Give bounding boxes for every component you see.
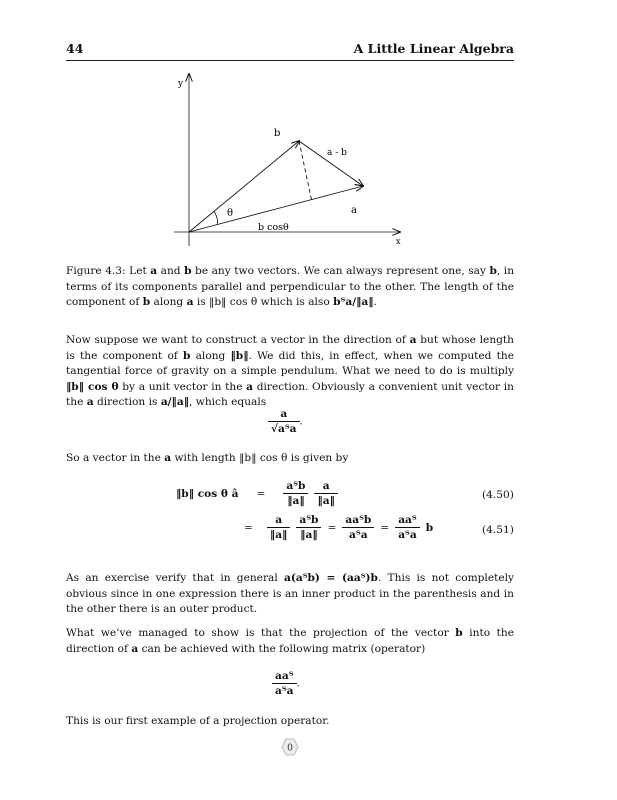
page-nav-button[interactable] xyxy=(281,738,299,756)
vector-b-label: b xyxy=(274,128,281,139)
paragraph-5: This is our first example of a projection operator. xyxy=(66,715,330,727)
page-nav-label: 0 xyxy=(287,743,293,754)
paragraph-4: What we’ve managed to show is that the projection of the vector b into the direction of a can be achieved with the following matrix (operator) xyxy=(66,627,514,655)
paragraph-2: So a vector in the a with length ‖b‖ cos θ is given by xyxy=(66,452,349,464)
running-title: A Little Linear Algebra xyxy=(353,41,514,56)
projection-label: b cosθ xyxy=(258,222,289,233)
equation-4-50: ‖b‖ cos θ â = $\frac{\text{aᵀb}}{‖a‖}$ $\frac{a}{‖a‖}$ xyxy=(176,480,338,507)
equation-4-51: = $\frac{a}{‖a‖}$ $\frac{\text{aᵀb}}{‖a‖}$ = $\frac{\text{aaᵀb}}{\text{aᵀa}}$ = $\frac{\text{aaᵀ}}{\text{aᵀa}}$ b xyxy=(244,514,434,541)
equation-number-4-50: (4.50) xyxy=(482,489,514,501)
figure-caption: Figure 4.3: Let a and b be any two vectors. We can always represent one, say b, in terms of its components parallel and perpendicular to the other. The length of the component of b along a is ‖b‖ cos θ which is also bᵀa/‖a‖. xyxy=(66,265,515,309)
x-axis-label: x xyxy=(396,237,401,246)
equation-number-4-51: (4.51) xyxy=(482,524,514,536)
figure-label: Figure 4.3: xyxy=(66,265,126,277)
y-axis-label: y xyxy=(178,79,184,89)
perpendicular-dash xyxy=(299,141,312,202)
difference-label: a - b xyxy=(327,148,347,158)
paragraph-1: Now suppose we want to construct a vector in the direction of a but whose length is the component of b along ‖b‖. We did this, in effect, when we computed the tangential force of gravity on a simple pendulum. What we need to do is multiply ‖b‖ cos θ by a unit vector in the a direction. Obviously a convenient unit vector in the a direction is a/‖a‖, which equals xyxy=(66,334,515,409)
figure-vector-diagram xyxy=(170,70,410,250)
angle-arc xyxy=(214,211,218,225)
vector-b xyxy=(189,141,299,232)
projection-operator-equation: $\frac{\text{aaᵀ}}{\text{aᵀa}}$ . xyxy=(272,670,300,697)
paragraph-3: As an exercise verify that in general a(aᵀb) = (aaᵀ)b. This is not completely obvious since in one expression there is an inner product in the parenthesis and in the other there is an outer product. xyxy=(66,572,514,616)
vector-a-label: a xyxy=(351,205,357,216)
unit-vector-equation: $\frac{a}{\text{√aᵀa}}$ . xyxy=(268,408,303,435)
angle-label: θ xyxy=(227,208,234,219)
page-number: 44 xyxy=(66,41,84,56)
header-rule xyxy=(66,60,514,61)
